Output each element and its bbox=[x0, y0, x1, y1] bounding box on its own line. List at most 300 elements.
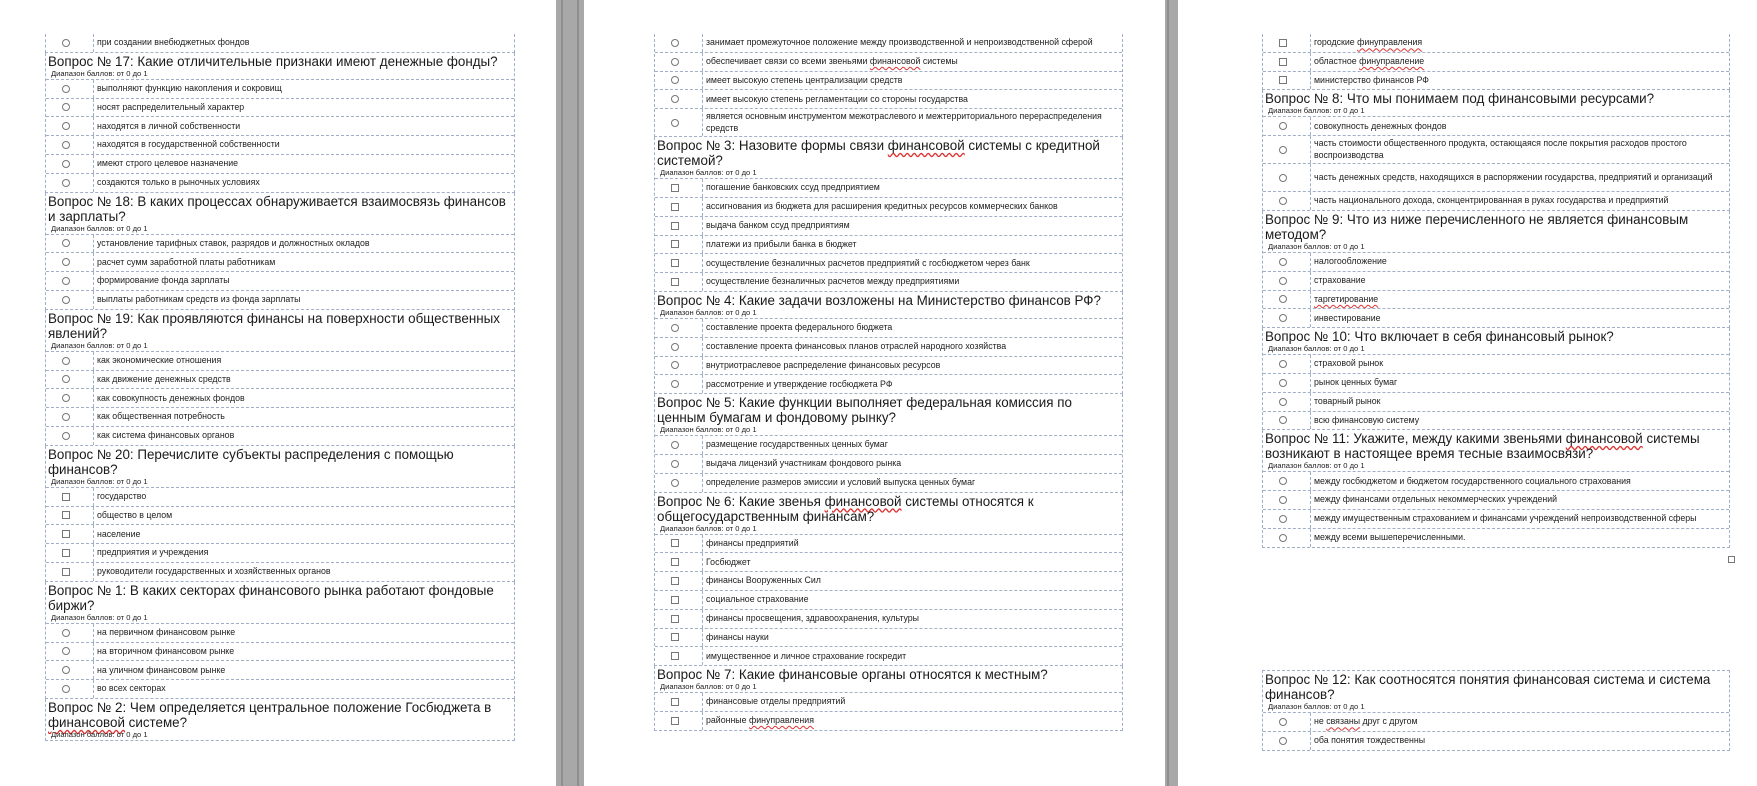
option-label: находятся в личной собственности bbox=[97, 120, 241, 131]
option-label: погашение банковских ссуд предприятием bbox=[706, 182, 880, 193]
option-label: между финансами отдельных некоммерческих учреждений bbox=[1314, 494, 1558, 505]
option-label: между всеми вышеперечисленными. bbox=[1314, 532, 1466, 543]
answer-option bbox=[1263, 252, 1729, 271]
radio-button[interactable] bbox=[671, 39, 679, 47]
document-page-2 bbox=[654, 34, 1123, 731]
answer-option bbox=[655, 52, 1122, 71]
option-label: между госбюджетом и бюджетом государственного социального страхования bbox=[1314, 475, 1631, 486]
checkbox[interactable] bbox=[671, 577, 679, 585]
answer-option bbox=[655, 356, 1122, 375]
question-block bbox=[654, 493, 1123, 667]
option-marker-cell bbox=[46, 371, 94, 389]
radio-button[interactable] bbox=[62, 413, 70, 421]
radio-button[interactable] bbox=[1279, 197, 1287, 205]
answer-option bbox=[46, 426, 514, 445]
option-marker-cell bbox=[655, 572, 703, 590]
radio-button[interactable] bbox=[671, 95, 679, 103]
answer-option bbox=[1263, 471, 1729, 490]
score-range: Диапазон баллов: от 0 до 1 bbox=[51, 340, 148, 350]
option-label: осуществление безналичных расчетов предприятий с госбюджетом через банк bbox=[706, 257, 1030, 268]
question-title: Вопрос № 18: В каких процессах обнаруживается взаимосвязь финансов и зарплаты? bbox=[48, 193, 506, 224]
radio-button[interactable] bbox=[62, 122, 70, 130]
answer-option bbox=[1263, 373, 1729, 392]
answer-option bbox=[655, 71, 1122, 90]
option-label: районные финуправления bbox=[706, 715, 814, 726]
answer-option bbox=[1263, 411, 1729, 430]
radio-button[interactable] bbox=[671, 460, 679, 468]
answer-option bbox=[655, 454, 1122, 473]
option-label: создаются только в рыночных условиях bbox=[97, 177, 260, 188]
question-title: Вопрос № 2: Чем определяется центральное положение Госбюджета в финансовой системе? bbox=[48, 699, 492, 730]
option-label: финансы просвещения, здравоохранения, культуры bbox=[706, 613, 919, 624]
score-range: Диапазон баллов: от 0 до 1 bbox=[51, 223, 148, 233]
checkbox[interactable] bbox=[671, 633, 679, 641]
answer-option bbox=[655, 374, 1122, 393]
radio-button[interactable] bbox=[671, 76, 679, 84]
option-label: платежи из прибыли банка в бюджет bbox=[706, 238, 857, 249]
option-label: на уличном финансовом рынке bbox=[97, 664, 226, 675]
option-marker-cell bbox=[655, 72, 703, 90]
radio-button[interactable] bbox=[1279, 515, 1287, 523]
question-block bbox=[1262, 211, 1730, 328]
answer-option bbox=[655, 590, 1122, 609]
option-label: ассигнования из бюджета для расширения кредитных ресурсов коммерческих банков bbox=[706, 201, 1058, 212]
option-label: социальное страхование bbox=[706, 594, 809, 605]
option-label: выдача банком ссуд предприятиям bbox=[706, 220, 850, 231]
radio-button[interactable] bbox=[1279, 314, 1287, 322]
checkbox[interactable] bbox=[62, 511, 70, 519]
question-block bbox=[45, 193, 515, 310]
option-label: между имущественным страхованием и финансами учреждений непроизводственной сферы bbox=[1314, 513, 1697, 524]
option-marker-cell bbox=[1263, 72, 1311, 90]
answer-option bbox=[655, 571, 1122, 590]
option-label: областное финуправление bbox=[1314, 56, 1425, 67]
option-label: выполняют функцию накопления и сокровищ bbox=[97, 83, 282, 94]
radio-button[interactable] bbox=[1279, 122, 1287, 130]
answer-option bbox=[46, 135, 514, 154]
question-block bbox=[654, 292, 1123, 394]
option-label: выплаты работникам средств из фонда зарплаты bbox=[97, 294, 301, 305]
option-marker-cell bbox=[1263, 393, 1311, 411]
answer-option bbox=[655, 235, 1122, 254]
option-label: составление проекта финансовых планов отраслей народного хозяйства bbox=[706, 341, 1007, 352]
question-title: Вопрос № 17: Какие отличительные признаки имеют денежные фонды? bbox=[48, 53, 498, 69]
option-label: таргетирование bbox=[1314, 293, 1379, 304]
answer-option bbox=[46, 234, 514, 253]
checkbox[interactable] bbox=[1279, 76, 1287, 84]
score-range: Диапазон баллов: от 0 до 1 bbox=[660, 682, 757, 692]
answer-option bbox=[1263, 135, 1729, 163]
option-label: финансы предприятий bbox=[706, 537, 799, 548]
checkbox[interactable] bbox=[62, 493, 70, 501]
option-marker-cell bbox=[46, 643, 94, 661]
option-marker-cell bbox=[655, 319, 703, 337]
checkbox[interactable] bbox=[671, 596, 679, 604]
answer-option bbox=[46, 370, 514, 389]
answer-option bbox=[655, 253, 1122, 272]
document-page-1 bbox=[45, 34, 515, 741]
option-marker-cell bbox=[46, 661, 94, 679]
radio-button[interactable] bbox=[62, 666, 70, 674]
radio-button[interactable] bbox=[671, 343, 679, 351]
answer-option bbox=[46, 388, 514, 407]
option-marker-cell bbox=[46, 155, 94, 173]
radio-button[interactable] bbox=[62, 685, 70, 693]
option-label: формирование фонда зарплаты bbox=[97, 275, 230, 286]
checkbox[interactable] bbox=[671, 203, 679, 211]
option-marker-cell bbox=[46, 34, 94, 52]
option-marker-cell bbox=[655, 34, 703, 52]
table-resize-handle[interactable] bbox=[1728, 556, 1735, 563]
radio-button[interactable] bbox=[62, 239, 70, 247]
option-marker-cell bbox=[46, 624, 94, 642]
checkbox[interactable] bbox=[671, 259, 679, 267]
option-label: руководители государственных и хозяйственных органов bbox=[97, 566, 331, 577]
option-label: как система финансовых органов bbox=[97, 430, 235, 441]
answer-option bbox=[655, 318, 1122, 337]
answer-option bbox=[1263, 116, 1729, 135]
option-marker-cell bbox=[1263, 713, 1311, 731]
answer-option bbox=[46, 252, 514, 271]
answer-option bbox=[655, 272, 1122, 291]
checkbox[interactable] bbox=[671, 652, 679, 660]
answer-option bbox=[46, 660, 514, 679]
answer-option bbox=[46, 271, 514, 290]
question-block bbox=[1262, 328, 1730, 430]
score-range: Диапазон баллов: от 0 до 1 bbox=[1268, 702, 1365, 711]
radio-button[interactable] bbox=[1279, 258, 1287, 266]
answer-option bbox=[655, 216, 1122, 235]
option-marker-cell bbox=[46, 80, 94, 98]
radio-button[interactable] bbox=[62, 647, 70, 655]
radio-button[interactable] bbox=[1279, 718, 1287, 726]
question-title: Вопрос № 9: Что из ниже перечисленного не является финансовым методом? bbox=[1265, 211, 1689, 242]
option-marker-cell bbox=[1263, 117, 1311, 135]
radio-button[interactable] bbox=[671, 479, 679, 487]
option-label: совокупность денежных фондов bbox=[1314, 120, 1447, 131]
radio-button[interactable] bbox=[1279, 416, 1287, 424]
radio-button[interactable] bbox=[62, 277, 70, 285]
radio-button[interactable] bbox=[62, 375, 70, 383]
option-label: городские финуправления bbox=[1314, 37, 1423, 48]
radio-button[interactable] bbox=[671, 58, 679, 66]
answer-option bbox=[655, 473, 1122, 492]
question-block bbox=[45, 446, 515, 582]
option-label: как совокупность денежных фондов bbox=[97, 392, 245, 403]
radio-button[interactable] bbox=[62, 432, 70, 440]
answer-option bbox=[46, 116, 514, 135]
question-block bbox=[1262, 34, 1730, 90]
radio-button[interactable] bbox=[1279, 737, 1287, 745]
option-label: финансы науки bbox=[706, 631, 769, 642]
checkbox[interactable] bbox=[671, 278, 679, 286]
option-label: всю финансовую систему bbox=[1314, 414, 1420, 425]
question-block bbox=[654, 137, 1123, 292]
question-block bbox=[654, 666, 1123, 731]
option-label: оба понятия тождественны bbox=[1314, 735, 1426, 746]
answer-option bbox=[46, 34, 514, 52]
answer-option bbox=[1263, 354, 1729, 373]
question-title: Вопрос № 8: Что мы понимаем под финансовыми ресурсами? bbox=[1265, 91, 1655, 107]
answer-option bbox=[1263, 392, 1729, 411]
score-range: Диапазон баллов: от 0 до 1 bbox=[1268, 241, 1365, 251]
question-title: Вопрос № 20: Перечислите субъекты распределения с помощью финансов? bbox=[48, 446, 454, 477]
answer-option bbox=[46, 351, 514, 370]
checkbox[interactable] bbox=[671, 558, 679, 566]
option-marker-cell bbox=[1263, 34, 1311, 52]
option-marker-cell bbox=[46, 525, 94, 543]
radio-button[interactable] bbox=[1279, 295, 1287, 303]
option-label: налогообложение bbox=[1314, 256, 1387, 267]
option-marker-cell bbox=[1263, 136, 1311, 163]
answer-option bbox=[655, 552, 1122, 571]
option-marker-cell bbox=[46, 99, 94, 117]
option-label: внутриотраслевое распределение финансовых ресурсов bbox=[706, 359, 941, 370]
option-label: государство bbox=[97, 491, 147, 502]
document-page-3 bbox=[1262, 34, 1730, 548]
checkbox[interactable] bbox=[671, 222, 679, 230]
score-range: Диапазон баллов: от 0 до 1 bbox=[51, 729, 148, 739]
answer-option bbox=[655, 89, 1122, 108]
radio-button[interactable] bbox=[62, 141, 70, 149]
option-label: находятся в государственной собственности bbox=[97, 139, 280, 150]
option-label: определение размеров эмиссии и условий выпуска ценных бумаг bbox=[706, 477, 976, 488]
option-label: носят распределительный характер bbox=[97, 101, 245, 112]
option-label: финансовые отделы предприятий bbox=[706, 696, 846, 707]
radio-button[interactable] bbox=[1279, 277, 1287, 285]
option-marker-cell bbox=[655, 217, 703, 235]
checkbox[interactable] bbox=[671, 698, 679, 706]
score-range: Диапазон баллов: от 0 до 1 bbox=[51, 612, 148, 622]
answer-option bbox=[655, 178, 1122, 197]
option-marker-cell bbox=[46, 680, 94, 698]
answer-option bbox=[1263, 191, 1729, 210]
answer-option bbox=[655, 337, 1122, 356]
option-marker-cell bbox=[46, 488, 94, 506]
option-label: население bbox=[97, 528, 141, 539]
option-label: является основным инструментом межотраслевого и межтерриториального перераспределения средств bbox=[706, 111, 1102, 133]
option-marker-cell bbox=[655, 53, 703, 71]
answer-option bbox=[46, 154, 514, 173]
option-marker-cell bbox=[46, 272, 94, 290]
answer-option bbox=[1263, 290, 1729, 309]
question-block bbox=[1262, 90, 1730, 211]
option-marker-cell bbox=[46, 291, 94, 309]
checkbox[interactable] bbox=[671, 184, 679, 192]
question-block bbox=[45, 53, 515, 193]
option-label: товарный рынок bbox=[1314, 396, 1381, 407]
option-marker-cell bbox=[46, 408, 94, 426]
option-label: страхование bbox=[1314, 275, 1366, 286]
checkbox[interactable] bbox=[62, 530, 70, 538]
score-range: Диапазон баллов: от 0 до 1 bbox=[51, 68, 148, 78]
option-label: на вторичном финансовом рынке bbox=[97, 645, 235, 656]
answer-option bbox=[655, 609, 1122, 628]
option-marker-cell bbox=[655, 179, 703, 197]
option-marker-cell bbox=[655, 591, 703, 609]
option-label: выдача лицензий участникам фондового рынка bbox=[706, 458, 902, 469]
answer-option bbox=[655, 628, 1122, 647]
radio-button[interactable] bbox=[671, 380, 679, 388]
option-label: как экономические отношения bbox=[97, 355, 222, 366]
option-label: имущественное и личное страхование госкредит bbox=[706, 650, 907, 661]
answer-option bbox=[655, 711, 1122, 730]
option-marker-cell bbox=[655, 647, 703, 665]
radio-button[interactable] bbox=[671, 441, 679, 449]
option-label: часть денежных средств, находящихся в распоряжении государства, предприятий и организаций bbox=[1314, 172, 1713, 183]
radio-button[interactable] bbox=[1279, 174, 1287, 182]
radio-button[interactable] bbox=[62, 296, 70, 304]
option-marker-cell bbox=[655, 109, 703, 136]
question-block bbox=[654, 394, 1123, 492]
option-marker-cell bbox=[46, 507, 94, 525]
option-label: рассмотрение и утверждение госбюджета РФ bbox=[706, 378, 893, 389]
question-block bbox=[654, 34, 1123, 137]
option-label: размещение государственных ценных бумаг bbox=[706, 439, 888, 450]
score-range: Диапазон баллов: от 0 до 1 bbox=[51, 476, 148, 486]
option-marker-cell bbox=[46, 235, 94, 253]
radio-button[interactable] bbox=[62, 357, 70, 365]
question-title: Вопрос № 5: Какие функции выполняет федеральная комиссия по ценным бумагам и фондовому рынку? bbox=[657, 395, 1072, 426]
radio-button[interactable] bbox=[62, 103, 70, 111]
option-label: занимает промежуточное положение между производственной и непроизводственной сферой bbox=[706, 37, 1093, 48]
option-marker-cell bbox=[655, 455, 703, 473]
answer-option bbox=[46, 524, 514, 543]
option-label: страховой рынок bbox=[1314, 358, 1384, 369]
radio-button[interactable] bbox=[671, 324, 679, 332]
radio-button[interactable] bbox=[671, 119, 679, 127]
question-title: Вопрос № 4: Какие задачи возложены на Министерство финансов РФ? bbox=[657, 292, 1101, 308]
question-title: Вопрос № 1: В каких секторах финансового рынка работают фондовые биржи? bbox=[48, 582, 494, 613]
option-marker-cell bbox=[655, 436, 703, 454]
radio-button[interactable] bbox=[1279, 534, 1287, 542]
checkbox[interactable] bbox=[671, 717, 679, 725]
option-label: установление тарифных ставок, разрядов и должностных окладов bbox=[97, 237, 370, 248]
answer-option bbox=[46, 562, 514, 581]
radio-button[interactable] bbox=[62, 629, 70, 637]
question-block bbox=[1262, 430, 1730, 547]
option-label: на первичном финансовом рынке bbox=[97, 627, 236, 638]
option-marker-cell bbox=[1263, 53, 1311, 71]
score-range: Диапазон баллов: от 0 до 1 bbox=[1268, 106, 1365, 116]
option-marker-cell bbox=[46, 427, 94, 445]
radio-button[interactable] bbox=[671, 361, 679, 369]
answer-option bbox=[46, 679, 514, 698]
radio-button[interactable] bbox=[62, 258, 70, 266]
score-range: Диапазон баллов: от 0 до 1 bbox=[1268, 461, 1365, 471]
option-marker-cell bbox=[46, 389, 94, 407]
document-page-3-lower bbox=[1262, 670, 1730, 751]
option-label: общество в целом bbox=[97, 509, 173, 520]
option-marker-cell bbox=[46, 174, 94, 192]
radio-button[interactable] bbox=[1279, 146, 1287, 154]
option-marker-cell bbox=[655, 375, 703, 393]
option-marker-cell bbox=[655, 610, 703, 628]
answer-option bbox=[655, 108, 1122, 136]
option-marker-cell bbox=[655, 712, 703, 730]
answer-option bbox=[1263, 490, 1729, 509]
checkbox[interactable] bbox=[671, 240, 679, 248]
question-title: Вопрос № 19: Как проявляются финансы на поверхности общественных явлений? bbox=[48, 310, 500, 341]
answer-option bbox=[655, 534, 1122, 553]
option-marker-cell bbox=[655, 198, 703, 216]
question-title: Вопрос № 3: Назовите формы связи финансовой системы с кредитной системой? bbox=[657, 138, 1100, 169]
checkbox[interactable] bbox=[1279, 58, 1287, 66]
radio-button[interactable] bbox=[1279, 360, 1287, 368]
answer-option bbox=[46, 173, 514, 192]
radio-button[interactable] bbox=[62, 160, 70, 168]
option-marker-cell bbox=[1263, 355, 1311, 373]
radio-button[interactable] bbox=[1279, 477, 1287, 485]
option-label: обеспечивает связи со всеми звеньями финансовой системы bbox=[706, 56, 958, 67]
page-gutter-1 bbox=[556, 0, 584, 786]
checkbox[interactable] bbox=[62, 549, 70, 557]
option-marker-cell bbox=[655, 474, 703, 492]
answer-option bbox=[1263, 712, 1729, 731]
option-marker-cell bbox=[1263, 309, 1311, 327]
option-label: как движение денежных средств bbox=[97, 373, 231, 384]
option-marker-cell bbox=[655, 629, 703, 647]
answer-option bbox=[1263, 731, 1729, 750]
option-marker-cell bbox=[1263, 510, 1311, 528]
checkbox[interactable] bbox=[671, 539, 679, 547]
score-range: Диапазон баллов: от 0 до 1 bbox=[1268, 344, 1365, 354]
answer-option bbox=[1263, 271, 1729, 290]
option-marker-cell bbox=[655, 254, 703, 272]
answer-option bbox=[46, 543, 514, 562]
radio-button[interactable] bbox=[62, 39, 70, 47]
option-label: имеет высокую степень регламентации со стороны государства bbox=[706, 93, 968, 104]
option-label: рынок ценных бумаг bbox=[1314, 377, 1398, 388]
question-block bbox=[45, 582, 515, 699]
question-block bbox=[1262, 670, 1730, 751]
answer-option bbox=[655, 692, 1122, 711]
option-label: при создании внебюджетных фондов bbox=[97, 37, 250, 48]
option-label: часть национального дохода, сконцентрированная в руках государства и предприятий bbox=[1314, 195, 1669, 206]
radio-button[interactable] bbox=[1279, 379, 1287, 387]
answer-option bbox=[46, 642, 514, 661]
question-title: Вопрос № 7: Какие финансовые органы относятся к местным? bbox=[657, 667, 1048, 683]
checkbox[interactable] bbox=[1279, 39, 1287, 47]
answer-option bbox=[655, 34, 1122, 52]
answer-option bbox=[46, 623, 514, 642]
radio-button[interactable] bbox=[1279, 398, 1287, 406]
option-marker-cell bbox=[46, 253, 94, 271]
radio-button[interactable] bbox=[62, 85, 70, 93]
option-label: имеет высокую степень централизации средств bbox=[706, 74, 903, 85]
answer-option bbox=[655, 646, 1122, 665]
question-block bbox=[45, 699, 515, 741]
option-marker-cell bbox=[1263, 291, 1311, 309]
radio-button[interactable] bbox=[1279, 496, 1287, 504]
score-range: Диапазон баллов: от 0 до 1 bbox=[660, 425, 757, 435]
option-marker-cell bbox=[655, 535, 703, 553]
option-marker-cell bbox=[655, 90, 703, 108]
option-label: министерство финансов РФ bbox=[1314, 74, 1429, 85]
answer-option bbox=[1263, 34, 1729, 52]
option-label: имеют строго целевое назначение bbox=[97, 158, 239, 169]
checkbox[interactable] bbox=[671, 615, 679, 623]
option-marker-cell bbox=[1263, 253, 1311, 271]
radio-button[interactable] bbox=[62, 179, 70, 187]
answer-option bbox=[46, 407, 514, 426]
question-title: Вопрос № 11: Укажите, между какими звеньями финансовой системы возникают в настоящее время тесные взаимосвязи? bbox=[1265, 431, 1700, 462]
option-marker-cell bbox=[655, 357, 703, 375]
option-label: осуществление безналичных расчетов между предприятиями bbox=[706, 276, 960, 287]
option-marker-cell bbox=[1263, 472, 1311, 490]
radio-button[interactable] bbox=[62, 394, 70, 402]
checkbox[interactable] bbox=[62, 568, 70, 576]
